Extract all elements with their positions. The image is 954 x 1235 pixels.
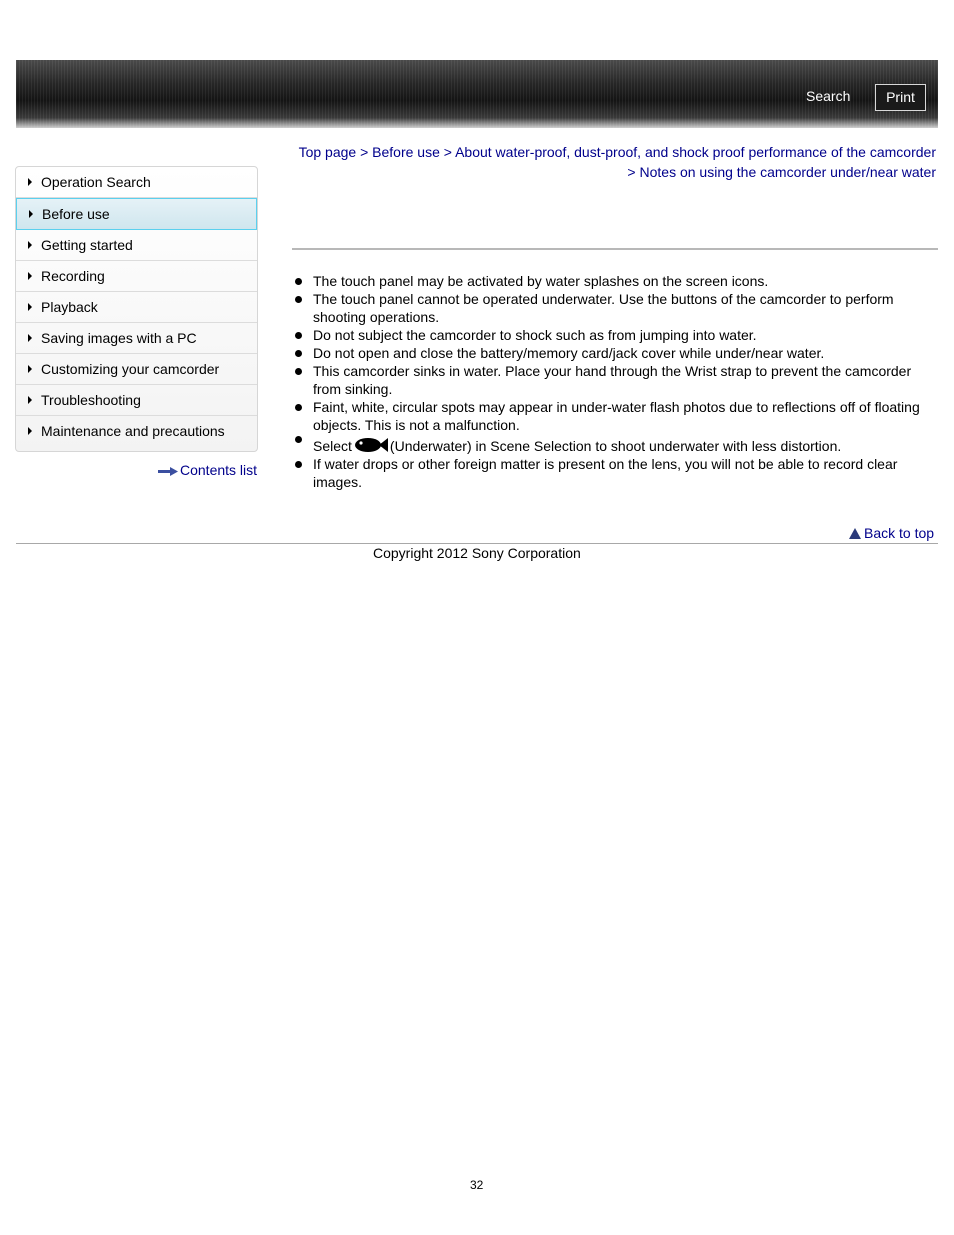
- list-item-text: This camcorder sinks in water. Place your hand through the Wrist strap to prevent the camcorder from sinking.: [313, 363, 912, 397]
- sidebar-item-label: Getting started: [41, 237, 133, 253]
- list-item: [292, 290, 932, 326]
- sidebar-nav: [15, 166, 258, 452]
- list-item: [292, 434, 932, 455]
- triangle-right-icon: [28, 396, 32, 404]
- back-to-top-link[interactable]: [849, 525, 934, 541]
- list-item: [292, 362, 932, 398]
- print-button[interactable]: Print: [875, 84, 926, 111]
- bullet-icon: [295, 296, 302, 303]
- list-item: [292, 455, 932, 491]
- fish-icon: [354, 436, 388, 453]
- list-item: [292, 398, 932, 434]
- sidebar-item-recording[interactable]: [16, 261, 257, 292]
- notes-list: [292, 272, 932, 491]
- breadcrumb-separator: >: [443, 144, 452, 160]
- sidebar-item-label: Troubleshooting: [41, 392, 141, 408]
- bullet-icon: [295, 332, 302, 339]
- sidebar-item-saving-images[interactable]: [16, 323, 257, 354]
- list-item-text: The touch panel cannot be operated underwater. Use the buttons of the camcorder to perform shooting operations.: [313, 291, 894, 325]
- breadcrumb-before-use[interactable]: Before use: [372, 144, 440, 160]
- list-item-text-before: Select: [313, 438, 352, 454]
- sidebar-item-label: Operation Search: [41, 174, 151, 190]
- list-item: [292, 272, 932, 290]
- list-item: [292, 344, 932, 362]
- breadcrumb-separator: >: [360, 144, 369, 160]
- list-item-text-after: (Underwater) in Scene Selection to shoot underwater with less distortion.: [389, 438, 842, 454]
- breadcrumb-current-page[interactable]: Notes on using the camcorder under/near water: [639, 164, 936, 180]
- bullet-icon: [295, 368, 302, 375]
- triangle-right-icon: [28, 272, 32, 280]
- bullet-icon: [295, 404, 302, 411]
- list-item: [292, 326, 932, 344]
- list-item-text: Do not open and close the battery/memory card/jack cover while under/near water.: [313, 345, 825, 361]
- sidebar-item-customizing[interactable]: [16, 354, 257, 385]
- sidebar-item-operation-search[interactable]: [16, 167, 257, 198]
- sidebar-item-label: Saving images with a PC: [41, 330, 197, 346]
- arrow-right-icon: [158, 467, 178, 476]
- sidebar-item-label: Customizing your camcorder: [41, 361, 220, 377]
- search-button[interactable]: Search: [806, 88, 851, 104]
- triangle-up-icon: [849, 528, 861, 539]
- contents-list-link[interactable]: [158, 462, 257, 478]
- footer-divider: [16, 543, 938, 544]
- bullet-icon: [295, 436, 302, 443]
- sidebar-item-before-use[interactable]: [16, 198, 257, 230]
- content-divider: [292, 248, 938, 250]
- sidebar-item-label: Maintenance and precautions: [41, 423, 225, 439]
- bullet-icon: [295, 461, 302, 468]
- breadcrumb-top-page[interactable]: Top page: [298, 144, 357, 160]
- breadcrumb-separator: >: [627, 164, 636, 180]
- breadcrumb-water-proof[interactable]: About water-proof, dust-proof, and shock proof performance of the camcorder: [455, 144, 936, 160]
- back-to-top-label: Back to top: [864, 525, 935, 541]
- copyright-text: Copyright 2012 Sony Corporation: [373, 545, 581, 561]
- triangle-right-icon: [28, 241, 32, 249]
- page-number: 32: [470, 1178, 484, 1192]
- triangle-right-icon: [28, 303, 32, 311]
- bullet-icon: [295, 350, 302, 357]
- triangle-right-icon: [29, 210, 33, 218]
- bullet-icon: [295, 278, 302, 285]
- list-item-text: Faint, white, circular spots may appear in under-water flash photos due to reflections off of floating objects. This is not a malfunction.: [313, 399, 920, 433]
- triangle-right-icon: [28, 334, 32, 342]
- sidebar-item-getting-started[interactable]: [16, 230, 257, 261]
- sidebar-item-label: Playback: [41, 299, 98, 315]
- sidebar-item-troubleshooting[interactable]: [16, 385, 257, 416]
- sidebar-item-maintenance[interactable]: [16, 416, 257, 446]
- sidebar-item-label: Before use: [42, 206, 110, 222]
- contents-list-label: Contents list: [180, 462, 258, 478]
- triangle-right-icon: [28, 427, 32, 435]
- list-item-text: If water drops or other foreign matter is present on the lens, you will not be able to record clear images.: [313, 456, 898, 490]
- list-item-text: Do not subject the camcorder to shock such as from jumping into water.: [313, 327, 757, 343]
- sidebar-item-label: Recording: [41, 268, 105, 284]
- breadcrumb: [292, 142, 936, 182]
- header-bar: [16, 60, 938, 128]
- triangle-right-icon: [28, 178, 32, 186]
- triangle-right-icon: [28, 365, 32, 373]
- list-item-text: The touch panel may be activated by water splashes on the screen icons.: [313, 273, 769, 289]
- sidebar-item-playback[interactable]: [16, 292, 257, 323]
